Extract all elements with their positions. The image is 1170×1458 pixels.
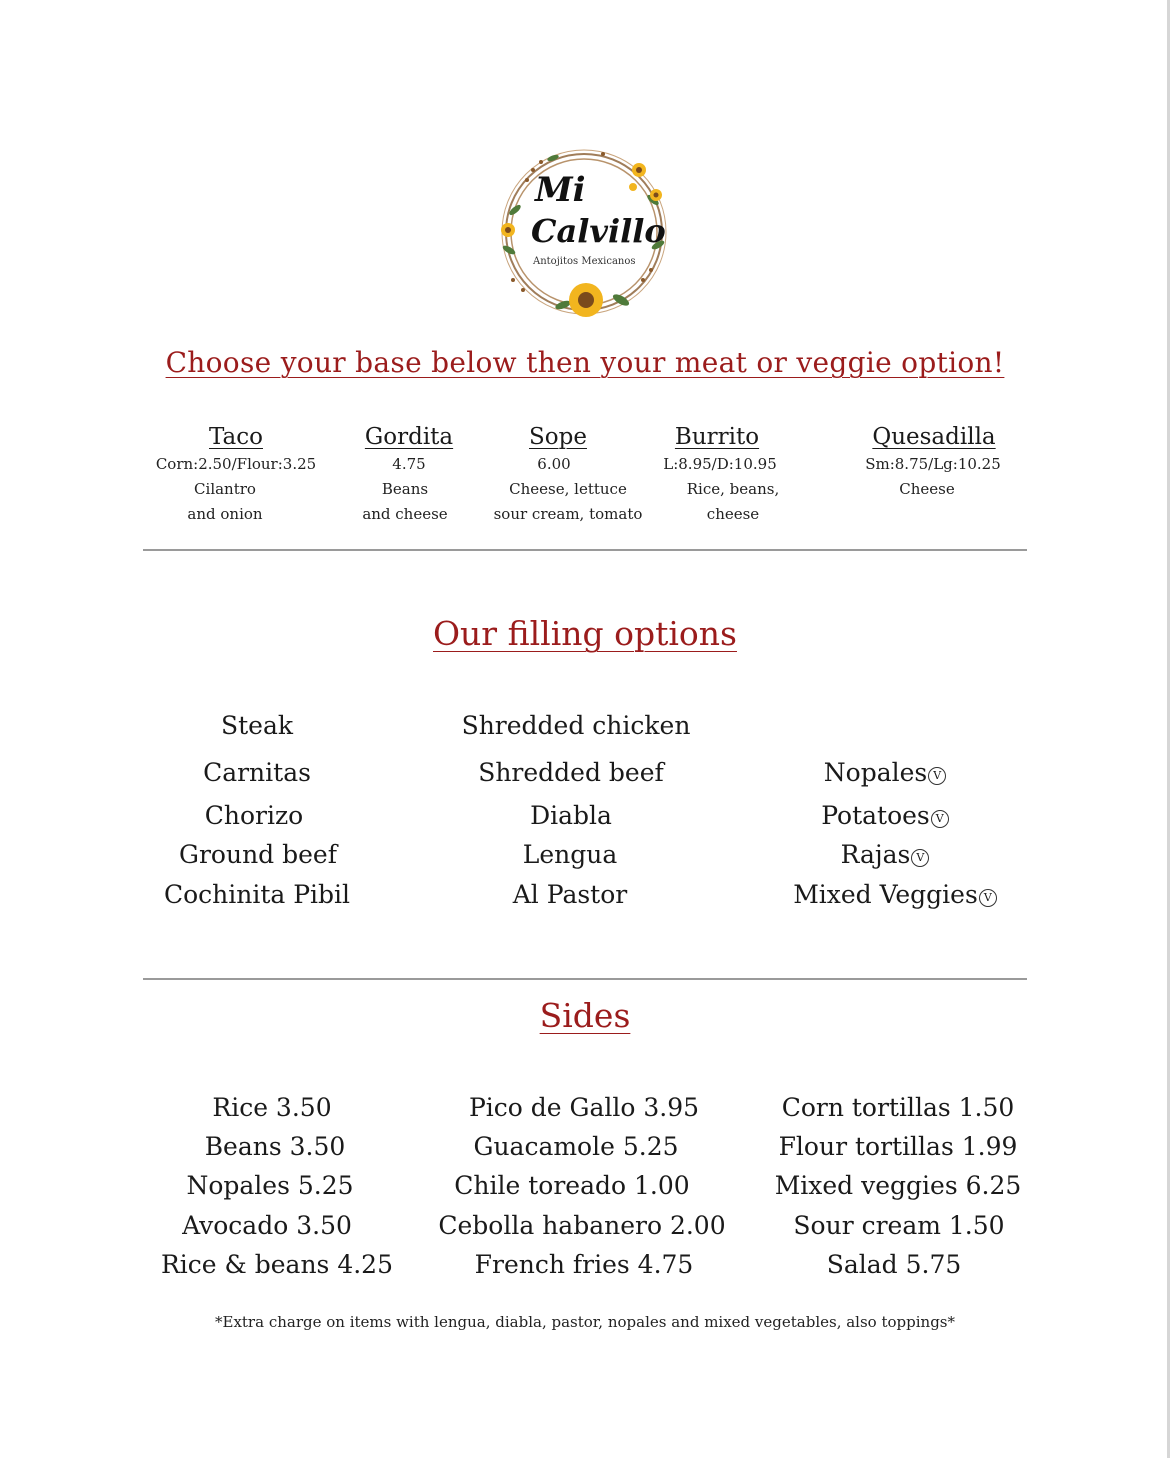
side-item: Beans 3.50 (204, 1132, 346, 1161)
side-item: Guacamole 5.25 (473, 1132, 679, 1161)
base-name: Burrito (674, 424, 760, 450)
base-gordita (345, 422, 473, 527)
vegetarian-icon: V (931, 810, 949, 828)
filling-item-veggie (765, 880, 1025, 910)
base-price: 4.75 (392, 455, 426, 473)
logo-title-line2: Calvillo (531, 212, 666, 250)
side-item: Chile toreado 1.00 (454, 1171, 690, 1200)
filling-item: Steak (220, 711, 294, 740)
base-price: L:8.95/D:10.95 (663, 455, 777, 473)
base-desc: Cheese (899, 480, 955, 498)
filling-item: Shredded chicken (461, 711, 691, 740)
filling-item-veggie (765, 758, 1005, 788)
filling-item: Lengua (522, 840, 618, 869)
sides-title: Sides (539, 996, 631, 1035)
base-desc: sour cream, tomato (493, 505, 643, 523)
base-desc: Cilantro (194, 480, 256, 498)
base-desc: cheese (706, 505, 760, 523)
base-taco (146, 422, 326, 527)
side-item: French fries 4.75 (474, 1250, 694, 1279)
side-item: Salad 5.75 (826, 1250, 962, 1279)
side-item: Mixed veggies 6.25 (774, 1171, 1022, 1200)
base-name: Sope (529, 424, 587, 450)
divider (143, 549, 1027, 551)
base-name: Quesadilla (872, 424, 996, 450)
side-item: Cebolla habanero 2.00 (438, 1211, 726, 1240)
filling-item: Al Pastor (512, 880, 628, 909)
fillings-title: Our filling options (433, 614, 737, 653)
side-item: Avocado 3.50 (182, 1211, 352, 1240)
menu-headline: Choose your base below then your meat or veggie option! (165, 346, 1005, 379)
footnote: *Extra charge on items with lengua, diabla, pastor, nopales and mixed vegetables, also toppings* (215, 1313, 955, 1331)
filling-item: Diabla (530, 801, 612, 830)
side-item: Rice & beans 4.25 (160, 1250, 393, 1279)
filling-item: Ground beef (179, 840, 337, 869)
logo-title-line1: Mi (535, 170, 586, 210)
base-sope (488, 422, 648, 527)
base-desc: Beans (381, 480, 429, 498)
filling-item: Cochinita Pibil (163, 880, 351, 909)
side-item: Flour tortillas 1.99 (778, 1132, 1018, 1161)
base-name: Taco (209, 424, 263, 450)
filling-item-veggie (765, 801, 1005, 831)
logo (493, 140, 675, 328)
filling-item: Shredded beef (478, 758, 664, 787)
base-burrito (660, 422, 806, 527)
side-item: Pico de Gallo 3.95 (468, 1093, 700, 1122)
side-item: Nopales 5.25 (186, 1171, 354, 1200)
filling-item-veggie (765, 840, 1005, 870)
base-name: Gordita (364, 424, 454, 450)
side-item: Rice 3.50 (212, 1093, 332, 1122)
base-desc: Cheese, lettuce (509, 480, 627, 498)
logo-tagline: Antojitos Mexicanos (533, 256, 636, 267)
filling-name: Nopales (823, 758, 928, 787)
vegetarian-icon: V (979, 889, 997, 907)
base-price: Corn:2.50/Flour:3.25 (155, 455, 317, 473)
filling-name: Potatoes (821, 801, 930, 830)
divider (143, 978, 1027, 980)
filling-name: Rajas (840, 840, 911, 869)
vegetarian-icon: V (911, 849, 929, 867)
base-desc: and onion (187, 505, 263, 523)
base-price: Sm:8.75/Lg:10.25 (865, 455, 1001, 473)
filling-name: Mixed Veggies (793, 880, 978, 909)
side-item: Sour cream 1.50 (793, 1211, 1005, 1240)
base-desc: and cheese (362, 505, 448, 523)
side-item: Corn tortillas 1.50 (781, 1093, 1015, 1122)
vegetarian-icon: V (928, 767, 946, 785)
base-price: 6.00 (537, 455, 571, 473)
filling-item: Chorizo (204, 801, 304, 830)
filling-item: Carnitas (203, 758, 311, 787)
base-desc: Rice, beans, (686, 480, 780, 498)
base-quesadilla (852, 422, 1014, 502)
